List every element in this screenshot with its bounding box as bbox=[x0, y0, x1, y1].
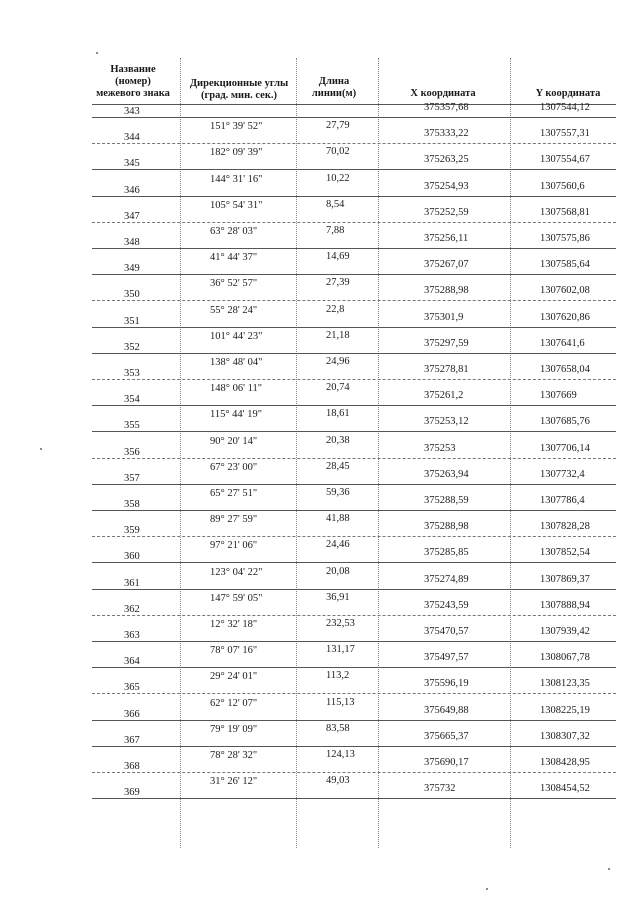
header-length-line-2: линии(м) bbox=[311, 88, 357, 99]
scan-speck bbox=[486, 888, 488, 890]
row-rule bbox=[92, 431, 616, 432]
x-coordinate: 375288,98 bbox=[424, 521, 469, 533]
header-angle bbox=[178, 78, 300, 102]
line-length: 18,61 bbox=[326, 408, 350, 420]
point-number: 345 bbox=[124, 158, 140, 170]
direction-angle: 67° 23' 00" bbox=[210, 461, 258, 473]
point-number: 356 bbox=[124, 446, 140, 458]
direction-angle: 78° 28' 32" bbox=[210, 749, 258, 761]
x-coordinate: 375243,59 bbox=[424, 599, 469, 611]
header-name-line-3: межевого знака bbox=[96, 88, 170, 99]
line-length: 7,88 bbox=[326, 224, 345, 236]
x-coordinate: 375252,59 bbox=[424, 206, 469, 218]
header-x bbox=[378, 88, 508, 100]
row-rule bbox=[92, 693, 616, 694]
direction-angle: 115° 44' 19" bbox=[210, 409, 262, 421]
point-number: 350 bbox=[124, 289, 140, 301]
point-number: 366 bbox=[124, 708, 140, 720]
row-rule bbox=[92, 641, 616, 642]
line-length: 59,36 bbox=[326, 486, 350, 498]
y-coordinate: 1307706,14 bbox=[540, 442, 590, 454]
y-coordinate: 1307869,37 bbox=[540, 573, 590, 585]
line-length: 36,91 bbox=[326, 591, 350, 603]
line-length: 27,39 bbox=[326, 277, 350, 289]
y-coordinate: 1307786,4 bbox=[540, 495, 585, 506]
y-coordinate: 1307602,08 bbox=[540, 285, 590, 297]
y-coordinate: 1308428,95 bbox=[540, 757, 590, 768]
y-coordinate: 1307620,86 bbox=[540, 311, 590, 323]
direction-angle: 105° 54' 31" bbox=[210, 199, 263, 211]
line-length: 24,96 bbox=[326, 355, 350, 367]
x-coordinate: 375254,93 bbox=[424, 180, 469, 192]
point-number: 364 bbox=[124, 656, 140, 668]
x-coordinate: 375263,94 bbox=[424, 468, 469, 480]
direction-angle: 29° 24' 01" bbox=[210, 671, 258, 683]
direction-angle: 97° 21' 06" bbox=[210, 540, 258, 552]
point-number: 367 bbox=[124, 734, 140, 746]
line-length: 20,08 bbox=[326, 565, 350, 577]
y-coordinate: 1307544,12 bbox=[540, 102, 590, 113]
y-coordinate: 1307641,6 bbox=[540, 337, 585, 349]
direction-angle: 12° 32' 18" bbox=[210, 618, 258, 630]
y-coordinate: 1307732,4 bbox=[540, 468, 585, 480]
row-rule bbox=[92, 379, 616, 380]
line-length: 113,2 bbox=[326, 670, 350, 682]
direction-angle: 41° 44' 37" bbox=[210, 252, 258, 264]
point-number: 347 bbox=[124, 210, 140, 222]
row-rule bbox=[92, 562, 616, 563]
point-number: 355 bbox=[124, 420, 140, 432]
line-length: 83,58 bbox=[326, 722, 350, 734]
line-length: 28,45 bbox=[326, 460, 350, 472]
line-length: 20,38 bbox=[326, 434, 350, 446]
y-coordinate: 1307939,42 bbox=[540, 626, 590, 637]
y-coordinate: 1307669 bbox=[540, 390, 577, 402]
header-name-line-2: (номер) bbox=[115, 76, 151, 87]
point-number: 360 bbox=[124, 551, 140, 563]
row-rule bbox=[92, 798, 616, 799]
direction-angle: 151° 39' 52" bbox=[210, 121, 263, 133]
point-number: 353 bbox=[124, 368, 140, 379]
line-length: 10,22 bbox=[326, 172, 350, 184]
x-coordinate: 375357,68 bbox=[424, 102, 469, 113]
y-coordinate: 1307568,81 bbox=[540, 206, 590, 218]
row-rule bbox=[92, 405, 616, 406]
header-rule bbox=[92, 104, 616, 105]
point-number: 357 bbox=[124, 472, 140, 484]
header-length-line-1: Длина bbox=[318, 76, 350, 87]
direction-angle: 31° 26' 12" bbox=[210, 776, 258, 788]
row-rule bbox=[92, 274, 616, 275]
column-divider bbox=[296, 58, 297, 848]
line-length: 22,8 bbox=[326, 303, 345, 315]
line-length: 21,18 bbox=[326, 329, 350, 341]
point-number: 368 bbox=[124, 761, 140, 772]
direction-angle: 144° 31' 16" bbox=[210, 173, 263, 185]
header-name-line-1: Название bbox=[110, 64, 156, 75]
row-rule bbox=[92, 117, 616, 118]
row-rule bbox=[92, 169, 616, 170]
header-y bbox=[508, 88, 628, 100]
row-rule bbox=[92, 720, 616, 721]
y-coordinate: 1308067,78 bbox=[540, 652, 590, 664]
y-coordinate: 1307560,6 bbox=[540, 180, 585, 192]
direction-angle: 182° 09' 39" bbox=[210, 147, 263, 159]
direction-angle: 62° 12' 07" bbox=[210, 697, 258, 709]
x-coordinate: 375690,17 bbox=[424, 757, 469, 768]
direction-angle: 79° 19' 09" bbox=[210, 723, 258, 735]
row-rule bbox=[92, 327, 616, 328]
x-coordinate: 375261,2 bbox=[424, 390, 464, 402]
point-number: 358 bbox=[124, 499, 140, 510]
direction-angle: 148° 06' 11" bbox=[210, 383, 262, 395]
column-divider bbox=[180, 58, 181, 848]
x-coordinate: 375297,59 bbox=[424, 337, 469, 349]
line-length: 41,88 bbox=[326, 513, 350, 525]
x-coordinate: 375274,89 bbox=[424, 573, 469, 585]
x-coordinate: 375333,22 bbox=[424, 128, 469, 140]
x-coordinate: 375301,9 bbox=[424, 311, 464, 323]
line-length: 14,69 bbox=[326, 251, 350, 263]
header-angle-line-2: (град. мин. сек.) bbox=[200, 90, 278, 101]
line-length: 20,74 bbox=[326, 382, 350, 394]
x-coordinate: 375263,25 bbox=[424, 154, 469, 166]
direction-angle: 123° 04' 22" bbox=[210, 566, 263, 578]
line-length: 24,46 bbox=[326, 539, 350, 551]
row-rule bbox=[92, 196, 616, 197]
y-coordinate: 1307658,04 bbox=[540, 364, 590, 375]
column-divider bbox=[510, 58, 511, 848]
row-rule bbox=[92, 746, 616, 747]
direction-angle: 89° 27' 59" bbox=[210, 514, 258, 526]
direction-angle: 65° 27' 51" bbox=[210, 487, 258, 499]
x-coordinate: 375665,37 bbox=[424, 730, 469, 742]
y-coordinate: 1307852,54 bbox=[540, 547, 590, 559]
line-length: 232,53 bbox=[326, 617, 355, 629]
x-coordinate: 375253,12 bbox=[424, 416, 469, 428]
x-coordinate: 375596,19 bbox=[424, 678, 469, 690]
y-coordinate: 1308307,32 bbox=[540, 730, 590, 742]
x-coordinate: 375288,98 bbox=[424, 285, 469, 297]
y-coordinate: 1307557,31 bbox=[540, 128, 590, 140]
y-coordinate: 1308225,19 bbox=[540, 704, 590, 716]
row-rule bbox=[92, 772, 616, 773]
y-coordinate: 1307554,67 bbox=[540, 154, 590, 166]
point-number: 363 bbox=[124, 630, 140, 641]
row-rule bbox=[92, 353, 616, 354]
header-y-label: Y координата bbox=[535, 88, 601, 99]
row-rule bbox=[92, 536, 616, 537]
row-rule bbox=[92, 222, 616, 223]
line-length: 27,79 bbox=[326, 120, 350, 132]
header-angle-line-1: Дирекционные углы bbox=[189, 78, 289, 89]
line-length: 115,13 bbox=[326, 696, 355, 708]
point-number: 346 bbox=[124, 184, 140, 196]
y-coordinate: 1308454,52 bbox=[540, 783, 590, 795]
x-coordinate: 375470,57 bbox=[424, 626, 469, 637]
x-coordinate: 375267,07 bbox=[424, 259, 469, 271]
direction-angle: 78° 07' 16" bbox=[210, 645, 258, 657]
row-rule bbox=[92, 484, 616, 485]
point-number: 362 bbox=[124, 603, 140, 615]
y-coordinate: 1307685,76 bbox=[540, 416, 590, 428]
line-length: 8,54 bbox=[326, 198, 345, 210]
row-rule bbox=[92, 510, 616, 511]
row-rule bbox=[92, 300, 616, 301]
x-coordinate: 375285,85 bbox=[424, 547, 469, 559]
point-number: 344 bbox=[124, 132, 140, 144]
line-length: 49,03 bbox=[326, 775, 350, 787]
direction-angle: 36° 52' 57" bbox=[210, 278, 258, 290]
header-length bbox=[300, 76, 368, 100]
header-name bbox=[88, 64, 178, 100]
line-length: 70,02 bbox=[326, 146, 350, 158]
point-number: 369 bbox=[124, 787, 140, 799]
point-number: 359 bbox=[124, 525, 140, 537]
scan-speck bbox=[96, 52, 98, 54]
point-number: 349 bbox=[124, 263, 140, 275]
line-length: 124,13 bbox=[326, 748, 355, 760]
y-coordinate: 1307585,64 bbox=[540, 259, 590, 271]
scan-speck bbox=[40, 448, 42, 450]
scan-speck bbox=[608, 868, 610, 870]
x-coordinate: 375649,88 bbox=[424, 704, 469, 716]
row-rule bbox=[92, 589, 616, 590]
y-coordinate: 1307575,86 bbox=[540, 233, 590, 244]
column-divider bbox=[378, 58, 379, 848]
y-coordinate: 1307888,94 bbox=[540, 599, 590, 611]
y-coordinate: 1307828,28 bbox=[540, 521, 590, 533]
line-length: 131,17 bbox=[326, 644, 355, 656]
x-coordinate: 375288,59 bbox=[424, 495, 469, 506]
direction-angle: 101° 44' 23" bbox=[210, 330, 263, 342]
row-rule bbox=[92, 143, 616, 144]
direction-angle: 147° 59' 05" bbox=[210, 592, 263, 604]
point-number: 343 bbox=[124, 106, 140, 117]
x-coordinate: 375278,81 bbox=[424, 364, 469, 375]
direction-angle: 138° 48' 04" bbox=[210, 356, 263, 368]
row-rule bbox=[92, 615, 616, 616]
row-rule bbox=[92, 667, 616, 668]
x-coordinate: 375256,11 bbox=[424, 233, 469, 244]
y-coordinate: 1308123,35 bbox=[540, 678, 590, 690]
point-number: 365 bbox=[124, 682, 140, 694]
x-coordinate: 375732 bbox=[424, 783, 456, 795]
point-number: 351 bbox=[124, 315, 140, 327]
row-rule bbox=[92, 458, 616, 459]
point-number: 361 bbox=[124, 577, 140, 589]
direction-angle: 63° 28' 03" bbox=[210, 225, 258, 237]
point-number: 352 bbox=[124, 341, 140, 353]
x-coordinate: 375497,57 bbox=[424, 652, 469, 664]
direction-angle: 90° 20' 14" bbox=[210, 435, 258, 447]
point-number: 354 bbox=[124, 394, 140, 406]
row-rule bbox=[92, 248, 616, 249]
direction-angle: 55° 28' 24" bbox=[210, 304, 258, 316]
header-x-label: X координата bbox=[410, 88, 476, 99]
x-coordinate: 375253 bbox=[424, 442, 456, 454]
point-number: 348 bbox=[124, 237, 140, 248]
